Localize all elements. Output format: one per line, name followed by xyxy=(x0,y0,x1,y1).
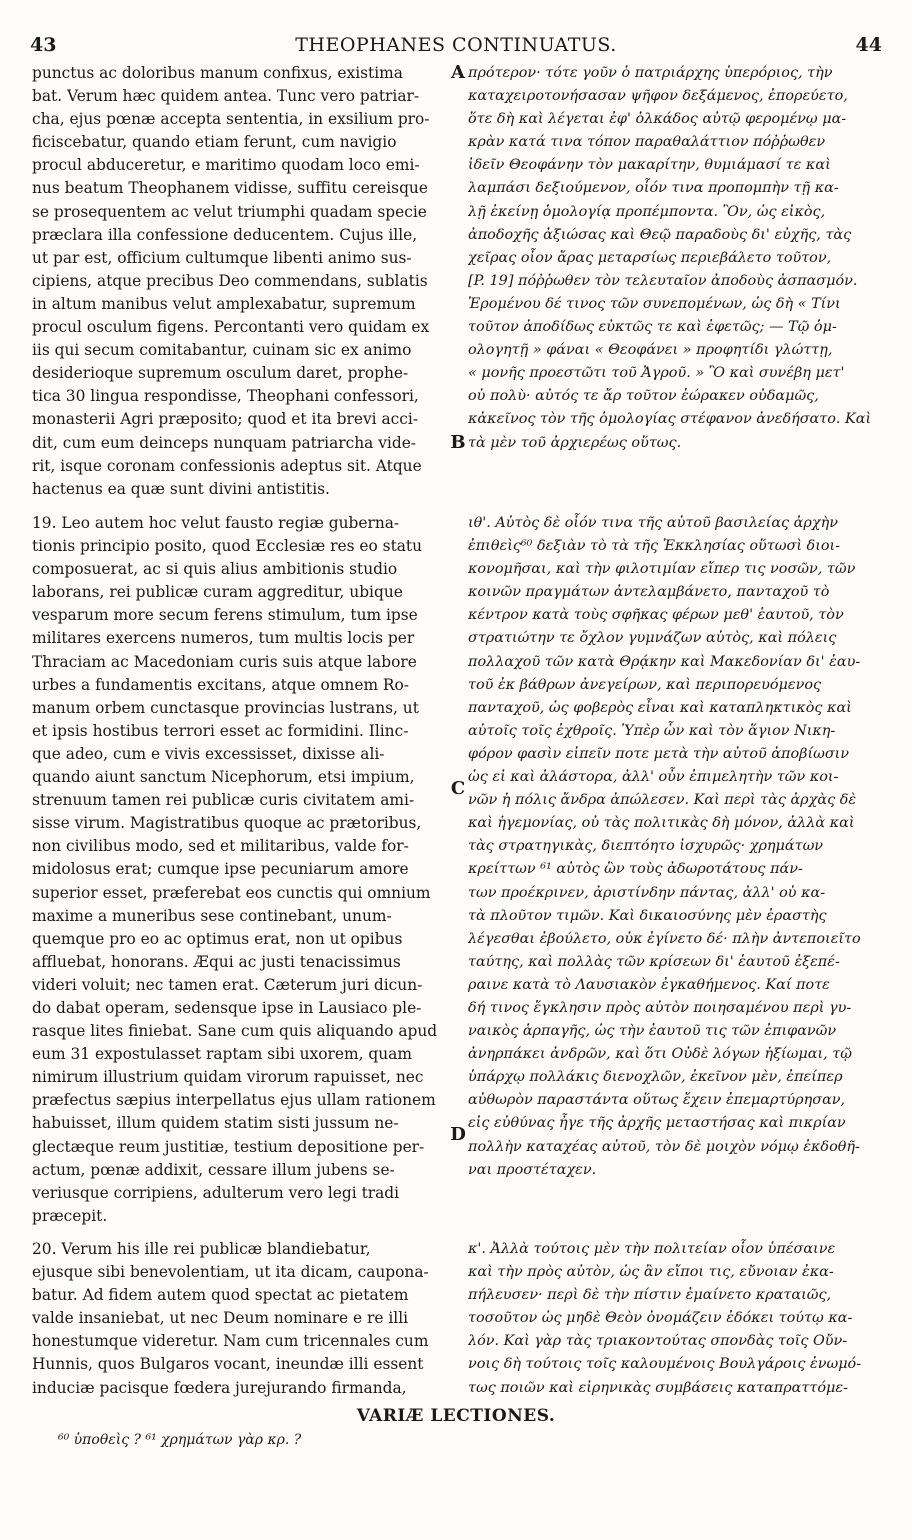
latin-text-line: non civilibus modo, sed et militaribus, valde for- xyxy=(32,837,409,856)
latin-text-line: dit, cum eum deinceps nunquam patriarcha vide- xyxy=(32,433,416,452)
greek-text-line: αὐθωρὸν παραστάντα οὕτως ἔχειν ἐπεμαρτύρησαν, xyxy=(468,1092,846,1109)
latin-text-line: iis qui secum comitabantur, cuinam sic ex animo xyxy=(32,341,412,360)
greek-text-line: φόρον φασὶν εἰπεῖν ποτε μετὰ τὴν αὐτοῦ ἀποβίωσιν xyxy=(468,745,850,762)
latin-text-line: laborans, rei publicæ curam aggreditur, ubique xyxy=(32,583,403,602)
greek-text-line: χεῖρας οἷον ἄρας μεταρσίως περιεβάλετο τοῦτον, xyxy=(468,249,832,266)
latin-text-line: actum, pœnæ addixit, cessare illum jubens se- xyxy=(32,1160,395,1179)
greek-text-line: καταχειροτονήσασαν ψῆφον δεξάμενος, ἐπορεύετο, xyxy=(468,88,848,105)
latin-text-line: punctus ac doloribus manum confixus, existima xyxy=(32,64,403,82)
latin-text-line: glectæque reum justitiæ, testium depositione per- xyxy=(32,1137,425,1156)
greek-passage-19 xyxy=(468,512,880,1182)
greek-text-line: αὐτοῖς τοῖς ἐχθροῖς. Ὑπὲρ ὧν καὶ τὸν ἅγιον Νικη- xyxy=(468,722,836,739)
greek-text-line: κρὰν κατά τινα τόπον παραθαλάττιον πόῤῥωθεν xyxy=(468,134,826,151)
greek-text-line: οὐ πολὺ· αὐτός τε ἄρ τοῦτον ἑώρακεν οὐδαμῶς, xyxy=(468,388,819,405)
latin-text-line: cha, ejus pœnæ accepta sententia, in exsilium pro- xyxy=(32,110,430,129)
greek-text-line: Ἐρομένου δέ τινος τῶν συνεπομένων, ὡς δὴ « Τίνι xyxy=(468,295,841,312)
running-header xyxy=(30,34,882,58)
greek-text-line: « μονῆς προεστῶτι τοῦ Ἀγροῦ. » Ὃ καὶ συνέβη μετ' xyxy=(468,365,845,382)
greek-text-line: πολλὴν καταχέας αὐτοῦ, τὸν δὲ μοιχὸν νόμῳ ἐκδοθῆ- xyxy=(468,1138,860,1155)
greek-text-line: κἀκεῖνος τὸν τῆς ὁμολογίας στέφανον ἀνεδήσατο. Καὶ xyxy=(468,411,872,428)
greek-text-line: ναικὸς ἁρπαγῆς, ὡς τὴν ἑαυτοῦ τις τῶν ἐπιφανῶν xyxy=(468,1023,837,1040)
latin-text-line: tica 30 lingua respondisse, Theophani confessori, xyxy=(32,387,419,406)
latin-text-line: quando aiunt sanctum Nicephorum, etsi impium, xyxy=(32,768,415,787)
page-number-left: 43 xyxy=(30,34,57,56)
greek-text-line: νῶν ἡ πόλις ἄνδρα ἀπώλεσεν. Καὶ περὶ τὰς ἀρχὰς δὲ xyxy=(468,792,857,809)
greek-text-line: κ'. Ἀλλὰ τούτοις μὲν τὴν πολιτείαν οἷον ὑπέσαινε xyxy=(468,1241,836,1257)
margin-mark-b: B xyxy=(450,432,466,453)
greek-text-line: ναι προστέταχεν. xyxy=(468,1161,597,1178)
latin-text-line: cipiens, atque precibus Deo commendans, sublatis xyxy=(32,271,428,290)
greek-text-line: ὡς εἰ καὶ ἀλάστορα, ἀλλ' οὖν ἐπιμελητὴν τῶν κοι- xyxy=(468,769,839,786)
greek-text-line: τοῦτον ἀποδίδως εὐκτῶς τε καὶ ἐφετῶς; — Τῷ ὁμ- xyxy=(468,319,837,336)
greek-text-line: τὰ πλοῦτον τιμῶν. Καὶ δικαιοσύνης μὲν ἐραστὴς xyxy=(468,907,827,924)
greek-text-line: πρότερον· τότε γοῦν ὁ πατριάρχης ὑπερόριος, τὴν xyxy=(468,65,833,81)
latin-text-line: ut par est, officium cultumque libenti animo sus- xyxy=(32,248,412,267)
greek-text-line: ἰδεῖν Θεοφάνην τὸν μακαρίτην, θυμιάμασί τε καὶ xyxy=(468,157,831,174)
greek-text-line: [P. 19] πόῤῥωθεν τὸν τελευταῖον ἀποδοὺς ἀσπασμόν. xyxy=(468,272,858,289)
latin-text-line: procul abduceretur, e maritimo quodam loco emi- xyxy=(32,156,420,175)
greek-passage-18 xyxy=(468,62,880,455)
latin-passage-19 xyxy=(32,512,447,1228)
latin-text-line: et ipsis hostibus terrori esset ac formidini. Ilinc- xyxy=(32,721,409,740)
latin-text-line: hactenus ea quæ sunt divini antistitis. xyxy=(32,479,330,498)
latin-text-line: ejusque sibi benevolentiam, ut ita dicam, caupona- xyxy=(32,1263,429,1282)
latin-text-line: maxime a muneribus sese continebant, unum- xyxy=(32,906,392,925)
latin-text-line: præclara illa confessione deducentem. Cujus ille, xyxy=(32,225,418,244)
latin-text-line: strenuum tamen rei publicæ curis civitatem ami- xyxy=(32,791,415,810)
greek-text-line: κονομῆσαι, καὶ τὴν φιλοτιμίαν εἴπερ τις νοσῶν, τῶν xyxy=(468,561,856,578)
latin-text-line: do dabat operam, sedensque ipse in Lausiaco ple- xyxy=(32,998,422,1017)
greek-text-line: εἰς εὐθύνας ἦγε τῆς ἀρχῆς μεταστήσας καὶ πικρίαν xyxy=(468,1115,846,1132)
latin-text-line: quemque pro eo ac optimus erat, non ut opibus xyxy=(32,929,403,948)
greek-text-line: ἀνηρπάκει ἀνδρῶν, καὶ ὅτι Οὐδὲ λόγων ἠξίωμαι, τῷ xyxy=(468,1046,852,1063)
latin-text-line: rasque lites finiebat. Sane cum quis aliquando apud xyxy=(32,1022,438,1041)
greek-passage-20 xyxy=(468,1238,880,1400)
latin-text-line: militares exercens numeros, tum multis locis per xyxy=(32,629,415,648)
latin-text-line: veriusque corripiens, adulterum vero legi tradi xyxy=(32,1183,400,1202)
greek-text-line: τὰ μὲν τοῦ ἀρχιερέως οὕτως. xyxy=(468,434,682,451)
greek-text-line: καὶ τὴν πρὸς αὐτὸν, ὡς ἂν εἴποι τις, εὔνοιαν ἐκα- xyxy=(468,1264,834,1281)
greek-text-line: λῇ ἐκείνῃ ὁμολογίᾳ προπέμποντα. Ὃν, ὡς εἰκὸς, xyxy=(468,203,826,220)
greek-text-line: κρείττων ⁶¹ αὐτὸς ὢν τοὺς ἀδωροτάτους πάν- xyxy=(468,861,803,878)
latin-text-line: monasterii Agri præposito; quod et ita brevi acci- xyxy=(32,410,419,429)
greek-text-line: τοῦ ἐκ βάθρων ἀνεγείρων, καὶ περιπορευόμενος xyxy=(468,676,822,693)
margin-mark-a: A xyxy=(451,62,465,83)
latin-text-line: sisse virum. Magistratibus quoque ac prætoribus, xyxy=(32,814,422,833)
latin-passage-20 xyxy=(32,1238,447,1400)
greek-text-line: πήλευσεν· περὶ δὲ τὴν πίστιν ἐμαίνετο κραταιῶς, xyxy=(468,1287,832,1304)
latin-text-line: præfectus sæpius interpellatus ejus ullam rationem xyxy=(32,1091,436,1110)
greek-text-line: ἐπιθεὶς⁶⁰ δεξιὰν τὸ τὰ τῆς Ἐκκλησίας οὕτωσὶ διοι- xyxy=(468,538,841,555)
latin-text-line: præcepit. xyxy=(32,1206,108,1225)
latin-text-line: batur. Ad fidem autem quod spectat ac pietatem xyxy=(32,1286,409,1305)
latin-text-line: midolosus erat; cumque ipse pecuniarum amore xyxy=(32,860,409,879)
greek-text-line: πολλαχοῦ τῶν κατὰ Θρᾴκην καὶ Μακεδονίαν δι' ἑαυ- xyxy=(468,653,861,670)
greek-text-line: λόν. Καὶ γὰρ τὰς τριακοντούτας σπονδὰς τοῖς Οὔν- xyxy=(468,1333,848,1350)
greek-text-line: καὶ ἡγεμονίας, οὐ τὰς πολιτικὰς δὴ μόνον, ἀλλὰ καὶ xyxy=(468,815,855,832)
greek-text-line: πανταχοῦ, ὡς φοβερὸς εἶναι καὶ καταπληκτικὸς καὶ xyxy=(468,699,852,716)
page-number-right: 44 xyxy=(855,34,882,56)
latin-text-line: nus beatum Theophanem vidisse, suffitu cereisque xyxy=(32,179,428,198)
latin-text-line: rit, isque coronam confessionis adeptus sit. Atque xyxy=(32,456,422,475)
greek-text-line: τὰς στρατηγικὰς, διεπτόητο ἰσχυρῶς· χρημάτων xyxy=(468,838,824,855)
greek-text-line: ὑπάρχῳ πολλάκις διενοχλῶν, ἐκεῖνον μὲν, ἐπείπερ xyxy=(468,1069,843,1086)
latin-text-line: que adeo, cum e vivis excessisset, dixisse ali- xyxy=(32,744,385,763)
greek-text-line: κέντρον κατὰ τοὺς σφῆκας φέρων μεθ' ἑαυτοῦ, τὸν xyxy=(468,607,844,624)
latin-text-line: valde insaniebat, ut nec Deum nominare e re illi xyxy=(32,1309,409,1328)
latin-text-line: composuerat, ac si quis alius ambitionis studio xyxy=(32,560,398,579)
greek-text-line: στρατιώτην τε ὄχλον γυμνάζων αὐτὸς, καὶ πόλεις xyxy=(468,630,837,647)
latin-text-line: eum 31 expostulasset raptam sibi uxorem, quam xyxy=(32,1045,412,1064)
latin-text-line: honestumque videretur. Nam cum tricennales cum xyxy=(32,1332,429,1351)
greek-text-line: λέγεσθαι ἐβούλετο, οὐκ ἐγίνετο δέ· πλὴν ἀντεποιεῖτο xyxy=(468,930,861,947)
latin-text-line: urbes a fundamentis excitans, atque omnem Ro- xyxy=(32,675,409,694)
greek-text-line: τως ποιῶν καὶ εἰρηνικὰς συμβάσεις καταπραττόμε- xyxy=(468,1379,848,1396)
greek-text-line: ὅτε δὴ καὶ λέγεται ἐφ' ὁλκάδος αὐτῷ φερομένῳ μα- xyxy=(468,111,847,128)
variant-readings-notes: ⁶⁰ ὑποθεὶς ? ⁶¹ χρημάτων γὰρ κρ. ? xyxy=(58,1432,302,1448)
latin-text-line: procul osculum figens. Percontanti vero quidam ex xyxy=(32,318,430,337)
greek-text-line: ραινε κατὰ τὸ Λαυσιακὸν ἐγκαθήμενος. Καί ποτε xyxy=(468,976,830,993)
latin-text-line: videri voluit; nec tamen erat. Cæterum juri dicun- xyxy=(32,975,423,994)
latin-text-line: superior esset, præferebat eos cunctis qui omnium xyxy=(32,883,431,902)
greek-text-line: λαμπάσι δεξιούμενον, οἷόν τινα προπομπὴν τῇ κα- xyxy=(468,180,839,197)
greek-text-line: ιθ'. Αὐτὸς δὲ οἷόν τινα τῆς αὐτοῦ βασιλείας ἀρχὴν xyxy=(468,515,838,531)
latin-text-line: vesparum more secum ferens stimulum, tum ipse xyxy=(32,606,418,625)
latin-text-line: Thraciam ac Macedoniam curis suis atque labore xyxy=(32,652,417,671)
latin-text-line: desiderioque supremum osculum daret, prophe- xyxy=(32,364,409,383)
latin-text-line: 20. Verum his ille rei publicæ blandiebatur, xyxy=(32,1240,371,1258)
greek-text-line: κοινῶν πραγμάτων ἀντελαμβάνετο, πανταχοῦ τὸ xyxy=(468,584,830,601)
latin-text-line: in altum manibus velut amplexabatur, supremum xyxy=(32,294,416,313)
latin-text-line: habuisset, illum quidem statim sisti jussum ne- xyxy=(32,1114,399,1133)
latin-text-line: induciæ pacisque fœdera jurejurando firmanda, xyxy=(32,1378,407,1397)
latin-text-line: 19. Leo autem hoc velut fausto regiæ guberna- xyxy=(32,514,400,532)
greek-text-line: τοσοῦτον ὡς μηδὲ Θεὸν ὀνομάζειν ἐδόκει τούτῳ κα- xyxy=(468,1310,853,1327)
latin-text-line: manum orbem cunctasque provincias lustrans, ut xyxy=(32,698,419,717)
greek-text-line: ολογητῇ » φάναι « Θεοφάνει » προφητίδι γλώττῃ, xyxy=(468,342,833,359)
latin-text-line: bat. Verum hæc quidem antea. Tunc vero patriar- xyxy=(32,87,420,106)
latin-text-line: ficiscebatur, quando etiam ferunt, cum navigio xyxy=(32,133,397,152)
latin-text-line: se prosequentem ac velut triumphi quadam specie xyxy=(32,202,427,221)
greek-text-line: δή τινος ἔγκλησιν πρὸς αὐτὸν ποιησαμένου περὶ γυ- xyxy=(468,999,852,1016)
latin-passage-18 xyxy=(32,62,447,501)
latin-text-line: nimirum illustrium quidam virorum rapuisset, nec xyxy=(32,1068,424,1087)
greek-text-line: των προέκρινεν, ἀριστίνδην πάντας, ἀλλ' οὐ κα- xyxy=(468,884,826,901)
running-title: THEOPHANES CONTINUATUS. xyxy=(295,34,617,56)
margin-mark-d: D xyxy=(450,1124,466,1145)
greek-text-line: ἀποδοχῆς ἀξιώσας καὶ Θεῷ παραδοὺς δι' εὐχῆς, τὰς xyxy=(468,226,852,243)
latin-text-line: Hunnis, quos Bulgaros vocant, ineundæ illi essent xyxy=(32,1355,424,1374)
greek-text-line: ταύτης, καὶ πολλὰς τῶν κρίσεων δι' ἑαυτοῦ ἐξεπέ- xyxy=(468,953,840,970)
variae-lectiones-heading: VARIÆ LECTIONES. xyxy=(356,1406,556,1426)
latin-text-line: tionis principio posito, quod Ecclesiæ res eo statu xyxy=(32,537,423,556)
latin-text-line: affluebat, honorans. Æqui ac justi tenacissimus xyxy=(32,952,401,971)
margin-mark-c: C xyxy=(450,778,466,799)
greek-text-line: νοις δὴ τούτοις τοῖς καλουμένοις Βουλγάροις ἐνωμό- xyxy=(468,1356,862,1373)
